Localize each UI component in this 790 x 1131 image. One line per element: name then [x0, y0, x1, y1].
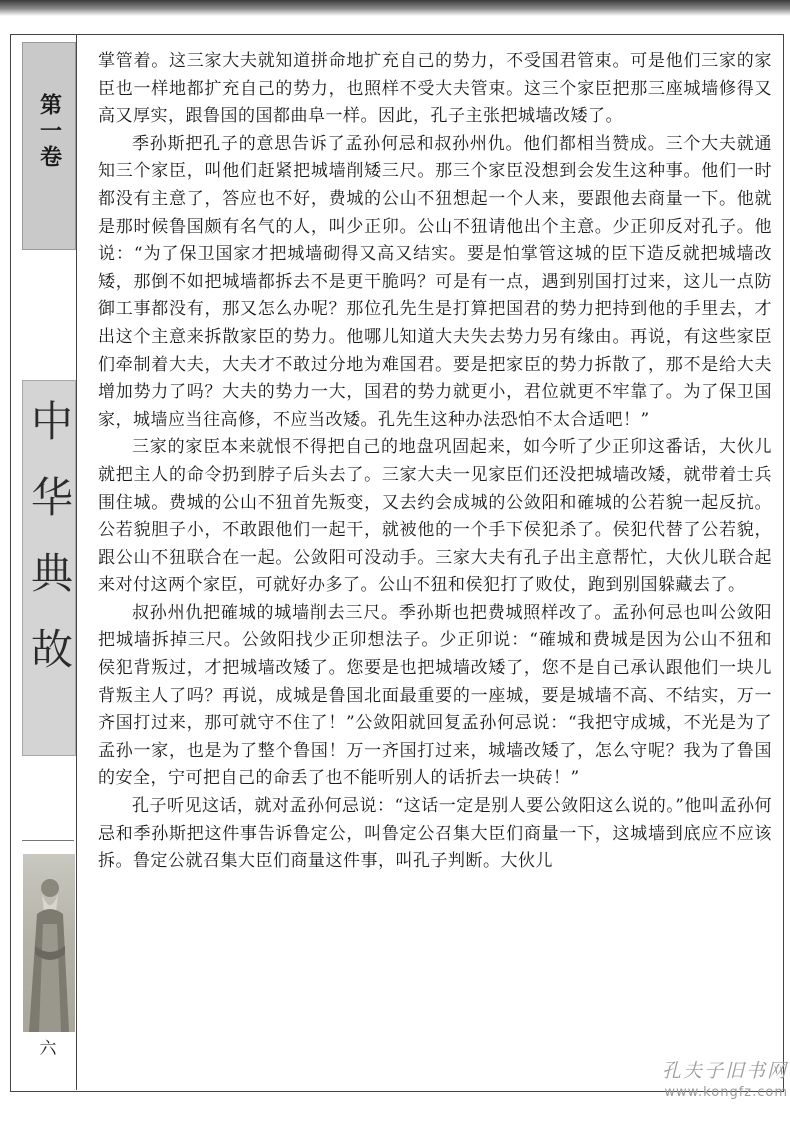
paragraph-5: 孔子听见这话，就对孟孙何忌说：“这话一定是别人要公敛阳这么说的。”他叫孟孙何忌和季孙斯把这件事告诉鲁定公，叫鲁定公召集大臣们商量一下，这城墙到底应不应该拆。鲁定公就召集大臣们商量这件事，叫孔子判断。大伙儿: [98, 796, 772, 872]
body-text: [98, 48, 772, 1088]
paragraph-1: 掌管着。这三家大夫就知道拼命地扩充自己的势力，不受国君管束。可是他们三家的家臣也一样地都扩充自己的势力，也照样不受大夫管束。这三个家臣把那三座城墙修得又高又厚实，跟鲁国的国都曲阜一样。因此，孔子主张把城墙改矮了。: [98, 51, 772, 127]
watermark: [598, 1056, 788, 1100]
sidebar-divider: [22, 840, 74, 841]
book-title-panel: [22, 380, 76, 756]
paragraph-2: 季孙斯把孔子的意思告诉了孟孙何忌和叔孙州仇。他们都相当赞成。三个大夫就通知三个家臣，叫他们赶紧把城墙削矮三尺。那三个家臣没想到会发生这种事。他们一时都没有主意了，答应也不好，费城的公山不狃想起一个人来，要跟他去商量一下。他就是那时候鲁国颇有名气的人，叫少正卯。公山不狃请他出个主意。少正卯反对孔子。他说：“为了保卫国家才把城墙砌得又高又结实。要是怕掌管这城的臣下造反就把城墙改矮，那倒不如把城墙都拆去不是更干脆吗？可是有一点，遇到别国打过来，这儿一点防御工事都没有，那又怎么办呢？那位孔先生是打算把国君的势力把持到他的手里去，才出这个主意来拆散家臣的势力。他哪儿知道大夫失去势力另有缘由。再说，有这些家臣们牵制着大夫，大夫才不敢过分地为难国君。要是把家臣的势力拆散了，那不是给大夫增加势力了吗？大夫的势力一大，国君的势力就更小，君位就更不牢靠了。为了保卫国家，城墙应当往高修，不应当改矮。孔先生这种办法恐怕不太合适吧！”: [98, 133, 772, 430]
paragraph-4: 叔孙州仇把確城的城墙削去三尺。季孙斯也把费城照样改了。孟孙何忌也叫公敛阳把城墙拆掉三尺。公敛阳找少正卯想法子。少正卯说：“確城和费城是因为公山不狃和侯犯背叛过，才把城墙改矮了。您要是也把城墙改矮了，您不是自己承认跟他们一块儿背叛主人了吗？再说，成城是鲁国北面最重要的一座城，要是城墙不高、不结实，万一齐国打过来，那可就守不住了！”公敛阳就回复孟孙何忌说：“我把守成城，不光是为了孟孙一家，也是为了整个鲁国！万一齐国打过来，城墙改矮了，怎么守呢？我为了鲁国的安全，宁可把自己的命丢了也不能听别人的话折去一块砖！”: [98, 602, 772, 789]
volume-label-text: 第一卷: [36, 93, 62, 171]
volume-label: [22, 42, 76, 250]
paragraph-3: 三家的家臣本来就恨不得把自己的地盘巩固起来，如今听了少正卯这番话，大伙儿就把主人的命令扔到脖子后头去了。三家大夫一见家臣们还没把城墙改矮，就带着士兵围住城。费城的公山不狃首先叛变，又去约会成城的公敛阳和確城的公若貌一起反抗。公若貌胆子小，不敢跟他们一起干，就被他的一个手下侯犯杀了。侯犯代替了公若貌，跟公山不狃联合在一起。公敛阳可没动手。三家大夫有孔子出主意帮忙，大伙儿联合起来对付这两个家臣，可就好办多了。公山不狃和侯犯打了败仗，跑到别国躲藏去了。: [98, 437, 772, 596]
book-title-text: 中华典故: [25, 399, 74, 703]
sidebar: [22, 34, 77, 1090]
watermark-site-name: 孔夫子旧书网: [661, 1060, 788, 1082]
watermark-url: www.kongfz.com: [664, 1085, 788, 1100]
page-top-shadow: [0, 0, 790, 16]
page-number: 六: [39, 1039, 57, 1059]
confucius-portrait-image: [23, 854, 75, 1032]
portrait-figure-icon: [23, 854, 75, 1032]
